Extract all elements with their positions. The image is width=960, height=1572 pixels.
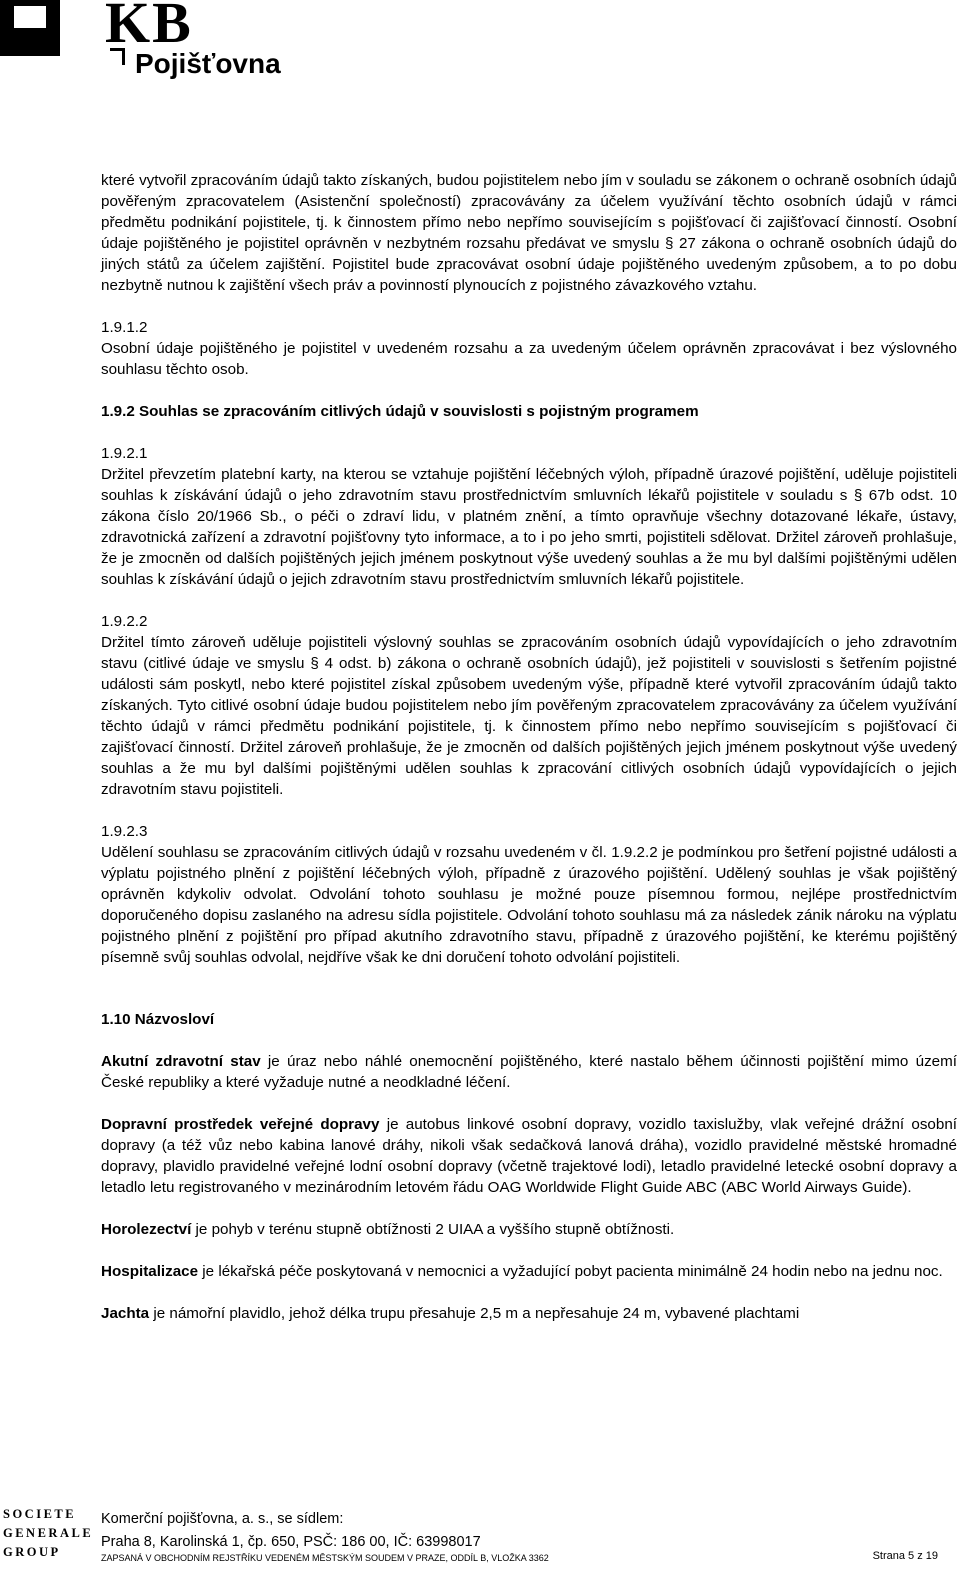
section-text-1923: Udělení souhlasu se zpracováním citlivých údajů v rozsahu uvedeném v čl. 1.9.2.2 je podmínkou pro šetření pojistné události a výplatu pojistného plnění z pojištění léčebných výloh, případně z úrazového pojištění. Udělený souhlas je však pojištěný oprávněn kdykoliv odvolat. Odvolání tohoto souhlasu je možné pouze písemnou formou, nejlépe prostřednictvím doporučeného dopisu zaslaného na adresu sídla pojistitele. Odvolání tohoto souhlasu má za následek zánik nároku na výplatu pojistného plnění z pojištění pro případ akutního zdravotního stavu, případně z úrazového pojištění, ke kterému pojištěný písemně svůj souhlas odvolal, nejdříve však ke dni doručení tohoto odvolání pojistiteli. bbox=[101, 844, 957, 966]
logo-mark-icon bbox=[0, 0, 60, 56]
definition-paragraph bbox=[101, 1051, 957, 1093]
footer-address-line: Praha 8, Karolinská 1, čp. 650, PSČ: 186 00, IČ: 63998017 bbox=[101, 1534, 481, 1550]
footer-address bbox=[101, 1508, 481, 1554]
section-text-1921: Držitel převzetím platební karty, na kterou se vztahuje pojištění léčebných výloh, případně úrazové pojištění, uděluje pojistiteli souhlas k získávání údajů o jeho zdravotním stavu prostřednictvím smluvních lékařů pojistitele v souladu s § 67b odst. 10 zákona číslo 20/1966 Sb., o péči o zdraví lidu, v platném znění, a tímto opravňuje všechny dotazované lékaře, ústavy, zdravotnická zařízení a zdravotní pojišťovny tyto informace, a to i po jeho smrti, pojistiteli sdělovat. Držitel zároveň prohlašuje, že je zmocněn od dalších pojištěných jejich jménem poskytnout výše uvedený souhlas a že mu byl dalšími pojištěnými udělen souhlas k získávání údajů o jejich zdravotním stavu prostřednictvím smluvních lékařů pojistitele. bbox=[101, 466, 957, 588]
section-number-1923: 1.9.2.3 bbox=[101, 823, 148, 840]
logo-sub-text bbox=[110, 48, 281, 78]
definition-term: Dopravní prostředek veřejné dopravy bbox=[101, 1116, 380, 1133]
logo-sub-label: Pojišťovna bbox=[135, 48, 281, 79]
definition-term: Horolezectví bbox=[101, 1221, 192, 1238]
definition-term: Jachta bbox=[101, 1305, 150, 1322]
section-text-1922: Držitel tímto zároveň uděluje pojistiteli výslovný souhlas se zpracováním osobních údajů vypovídajících o jeho zdravotním stavu (citlivé údaje ve smyslu § 4 odst. b) zákona o ochraně osobních údajů), jež pojistiteli v souvislosti s šetřením pojistné události sám poskytl, nebo které pojistitel získal způsobem uvedeným výše, případně které vytvořil zpracováním údajů takto získaných. Tyto citlivé osobní údaje budou pojistitelem nebo jím pověřeným zpracovatelem zpracovávány za účelem využívání těchto údajů v rámci předmětu podnikání pojistitele, tj. k činnostem přímo nebo nepřímo souvisejícím s pojišťovací či zajišťovací činností. Držitel zároveň prohlašuje, že je zmocněn od dalších pojištěných jejich jménem poskytnout výše uvedený souhlas a že mu byl dalšími pojištěnými udělen souhlas k zpracování citlivých osobních údajů vypovídajících o jejich zdravotním stavu pojistiteli. bbox=[101, 634, 957, 798]
footer-company: Komerční pojišťovna, a. s., se sídlem: bbox=[101, 1511, 344, 1527]
definition-term: Akutní zdravotní stav bbox=[101, 1053, 261, 1070]
sg-line-1: SOCIETE bbox=[3, 1507, 77, 1521]
bracket-icon bbox=[110, 48, 125, 65]
definition-text: je autobus linkové osobní dopravy, vozidlo taxislužby, vlak veřejné drážní osobní dopravy (a též vůz nebo kabina lanové dráhy, nikoli však sedačková lanová dráha), vozidlo pravidelné městské hromadné dopravy, plavidlo pravidelné veřejné lodní osobní dopravy (včetně trajektové lodi), letadlo pravidelné letecké osobní dopravy a letadlo letu registrovaného v mezinárodním letovém řádu OAG Worldwide Flight Guide ABC (ABC World Airways Guide). bbox=[101, 1116, 957, 1196]
heading-110: 1.10 Názvosloví bbox=[101, 1011, 215, 1028]
societe-generale-logo bbox=[3, 1505, 94, 1562]
definition-text: je lékařská péče poskytovaná v nemocnici a vyžadující pobyt pacienta minimálně 24 hodin nebo na jednu noc. bbox=[198, 1263, 943, 1280]
logo-main-text: KB bbox=[105, 0, 193, 55]
definition-paragraph bbox=[101, 1219, 957, 1240]
definition-term: Hospitalizace bbox=[101, 1263, 199, 1280]
section-number-1921: 1.9.2.1 bbox=[101, 445, 148, 462]
footer-registry: ZAPSANÁ V OBCHODNÍM REJSTŘÍKU VEDENÉM MĚSTSKÝM SOUDEM V PRAZE, ODDÍL B, VLOŽKA 3362 bbox=[101, 1553, 549, 1563]
definition-paragraph bbox=[101, 1303, 957, 1324]
definition-text: je námořní plavidlo, jehož délka trupu přesahuje 2,5 m a nepřesahuje 24 m, vybavené plachtami bbox=[149, 1305, 800, 1322]
kb-pojistovna-logo bbox=[0, 0, 300, 90]
document-body bbox=[101, 170, 957, 1324]
section-text-1912: Osobní údaje pojištěného je pojistitel v uvedeném rozsahu a za uvedeným účelem oprávněn zpracovávat i bez výslovného souhlasu těchto osob. bbox=[101, 340, 957, 378]
section-number-1922: 1.9.2.2 bbox=[101, 613, 148, 630]
section-number-1912: 1.9.1.2 bbox=[101, 319, 148, 336]
definition-text: je pohyb v terénu stupně obtížnosti 2 UIAA a vyššího stupně obtížnosti. bbox=[191, 1221, 675, 1238]
sg-line-2: GENERALE bbox=[3, 1526, 94, 1540]
page-number: Strana 5 z 19 bbox=[872, 1550, 938, 1562]
definition-text: je úraz nebo náhlé onemocnění pojištěného, které nastalo během účinnosti pojištění mimo území České republiky a které vyžaduje nutné a neodkladné léčení. bbox=[101, 1053, 957, 1091]
heading-192: 1.9.2 Souhlas se zpracováním citlivých údajů v souvislosti s pojistným programem bbox=[101, 403, 699, 420]
definition-paragraph bbox=[101, 1114, 957, 1198]
paragraph-continued: které vytvořil zpracováním údajů takto získaných, budou pojistitelem nebo jím v souladu se zákonem o ochraně osobních údajů pověřeným zpracovatelem (Asistenční společností) zpracovávány za účelem využívání těchto osobních údajů v rámci předmětu podnikání pojistitele, tj. k činnostem přímo nebo nepřímo souvisejícím s pojišťovací či zajišťovací činností. Osobní údaje pojištěného je pojistitel oprávněn v nezbytném rozsahu předávat ve smyslu § 27 zákona o ochraně osobních údajů do jiných států za účelem zajištění. Pojistitel bude zpracovávat osobní údaje pojištěného uvedeným způsobem, a to po dobu nezbytně nutnou k zajištění všech práv a povinností plynoucích z pojistného závazkového vztahu. bbox=[101, 172, 957, 294]
sg-line-3: GROUP bbox=[3, 1545, 61, 1559]
definition-paragraph bbox=[101, 1261, 957, 1282]
